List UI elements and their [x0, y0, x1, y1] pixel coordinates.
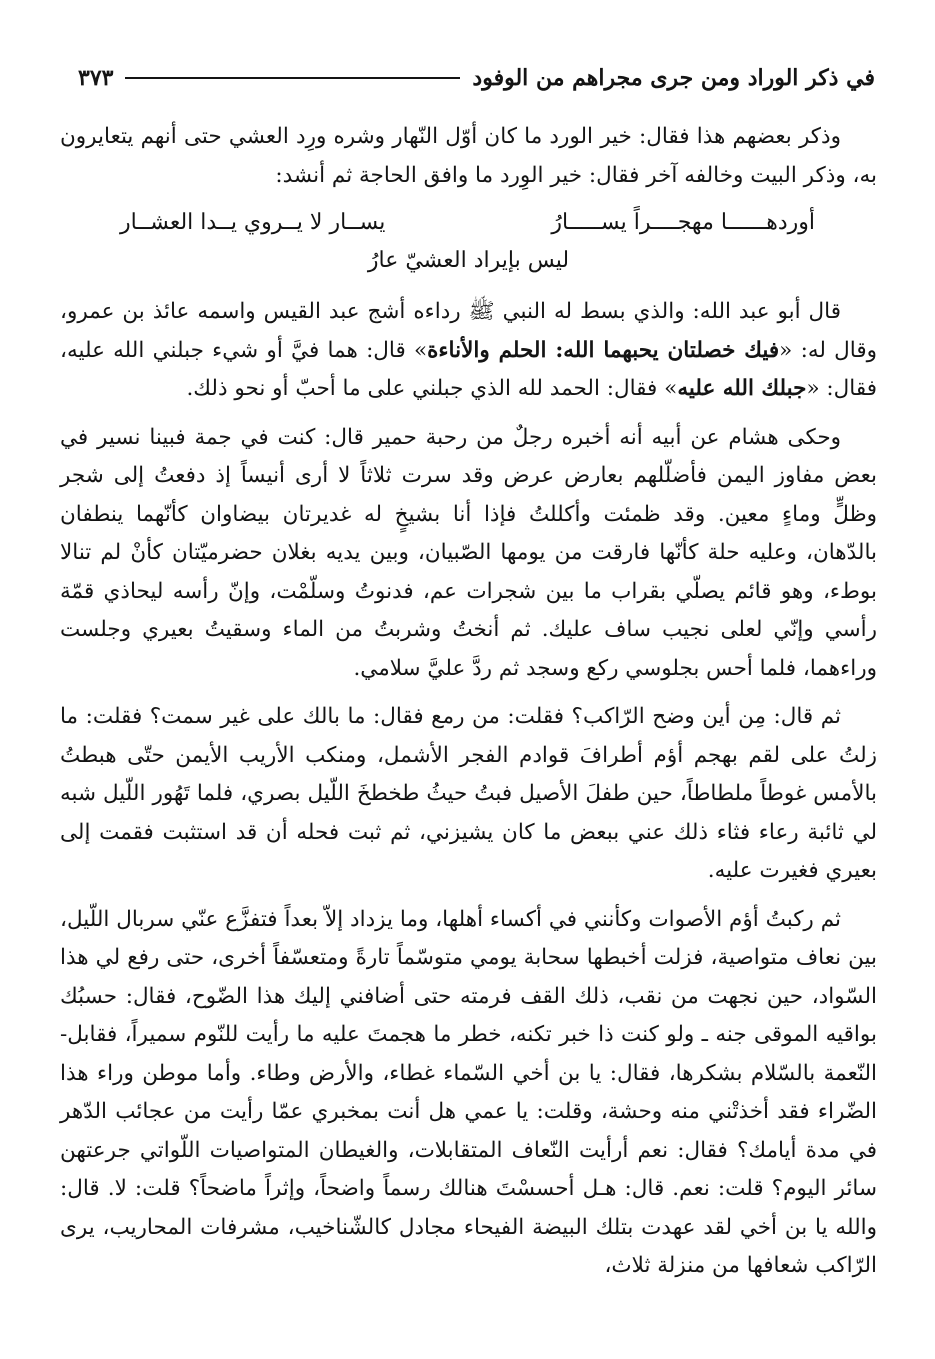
paragraph-3: وحكى هشام عن أبيه أنه أخبره رجلٌ من رحبة حمير قال: كنت في جمة فبينا نسير في بعض مفاوز اليمن فأضلّلهم بعارض عرض وقد سرت ثلاثاً لا أرى أنيساً إذ دفعتُ إلى شجر وظلٍّ وماءٍ معين. وقد ظمئت وأكللتُ فإذا أنا بشيخٍ له غديرتان بيضاوان كأنّهما ينطفان بالدّهان، وعليه حلة كأنّها فارقت من يومها الصّبيان، وبين يديه بغلان حضرميّتان كأنْ لم تنالا بوطء، وهو قائم يصلّي بقراب ما بين شجرات عم، فدنوتُ وسلّمْت، وإنّ رأسه ليحاذي قمّة رأسي وإنّي لعلى نجيب ساف عليك. ثم أنختُ وشربتُ من الماء وسقيتُ بعيري وجلست وراءهما، فلما أحس بجلوسي ركع وسجد ثم ردَّ عليَّ سلامي.	[60, 424, 877, 681]
header-rule	[125, 77, 460, 79]
p2-hadith-2: جبلك الله عليه	[677, 376, 807, 401]
p2-text-c: » قال: هما فيَّ أو شيء جبلني الله عليه، فقال: «	[60, 337, 877, 401]
page-number: ٣٧٣	[78, 65, 114, 91]
page-body	[60, 118, 877, 1296]
verse-hemistich-first: أوردهــــــا مهجــــراً يســـــارُ	[551, 210, 815, 235]
running-title: في ذكر الوراد ومن جرى مجراهم من الوفود	[472, 65, 875, 91]
paragraph-1: وذكر بعضهم هذا فقال: خير الورد ما كان أوّل النّهار وشره ورِد العشي حتى أنهم يتعايرون به، وذكر البيت وخالفه آخر فقال: خير الوِرد ما وافق الحاجة ثم أنشد:	[60, 124, 877, 188]
p2-text-e: » فقال: الحمد لله الذي جبلني على ما أحبّ أو نحو ذلك.	[186, 376, 678, 401]
verse-hemistich-second: يســار لا يــروي يــدا العشــار	[120, 210, 386, 235]
page-header	[78, 58, 875, 98]
paragraph-2	[60, 293, 877, 409]
p2-text-a: قال أبو عبد الله: والذي بسط له النبي ﷺ رداءه أشج عبد القيس واسمه عائذ بن عمرو، وقال له: «	[60, 299, 877, 363]
verse-line-1	[60, 203, 877, 243]
paragraph-4: ثم قال: مِن أين وضح الرّاكب؟ فقلت: من رمع فقال: ما بالك على غير سمت؟ فقلت: ما زلتُ على لقم بهجم أؤم أطرافَ قوادم الفجر الأشمل، ومنكب الأريب الأيمن حتّى هبطتُ بالأمس غوطاً ملطاطاً، حين طفلَ الأصيل فبتُ حيثُ طخطخَ اللّيل بصري، فلما تَهُور اللّيل شبه لي ثائبة رعاء فثاء ذلك عني ببعض ما كان يشيزني، ثم ثبت فحله أن قد استثبت فقمت إلى بعيري فغيرت عليه.	[60, 704, 877, 883]
paragraph-5: ثم ركبتُ أؤم الأصوات وكأنني في أكساء أهلها، وما يزداد إلاّ بعداً فتفزَّع عنّي سربال اللّيل، بين نعاف متواصية، فزلت أخبطها سحابة يومي متوسّماً تارةً ومتعسّفاً أخرى، حتى رفع لي هذا السّواد، حين نجهت من نقب، ذلك القف فرمته حتى أضافني إليك هذا الضّوح، فقال: حسبُك بواقيه الموقى جنه ـ ولو كنت ذا خبر تكنه، خطر ما هجمتَ عليه ما رأيت للنّوم سميراً، فقابل-النّعمة بالسّلام بشكرها، فقال: يا بن أخي السّماء غطاء، والأرض وطاء. وأما موطن وراء هذا الضّراء فقد أخذتْني منه وحشة، وقلت: يا عمي هل أنت بمخبري عمّا رأيت من عجائب الدّهر في مدة أيامك؟ فقال: نعم أرأيت النّعاف المتقابلات، والغيطان المتواصيات اللّواتي جرعتهن سائر اليوم؟ قلت: نعم. قال: هـل أحسسْتَ هنالك رسماً واضحاً، وإثراً ماضحاً؟ قلت: لا. قال: والله يا بن أخي لقد عهدت بتلك البيضة الفيحاء مجادل كالشّناخيب، مشرفات المحاريب، يرى الرّاكب شعافها من منزلة ثلاث،	[60, 906, 877, 1278]
verse-line-2: ليس بإيراد العشيّ عارُ	[367, 248, 570, 273]
p2-hadith-1: فيك خصلتان يحبهما الله: الحلم والأناءة	[427, 337, 780, 363]
